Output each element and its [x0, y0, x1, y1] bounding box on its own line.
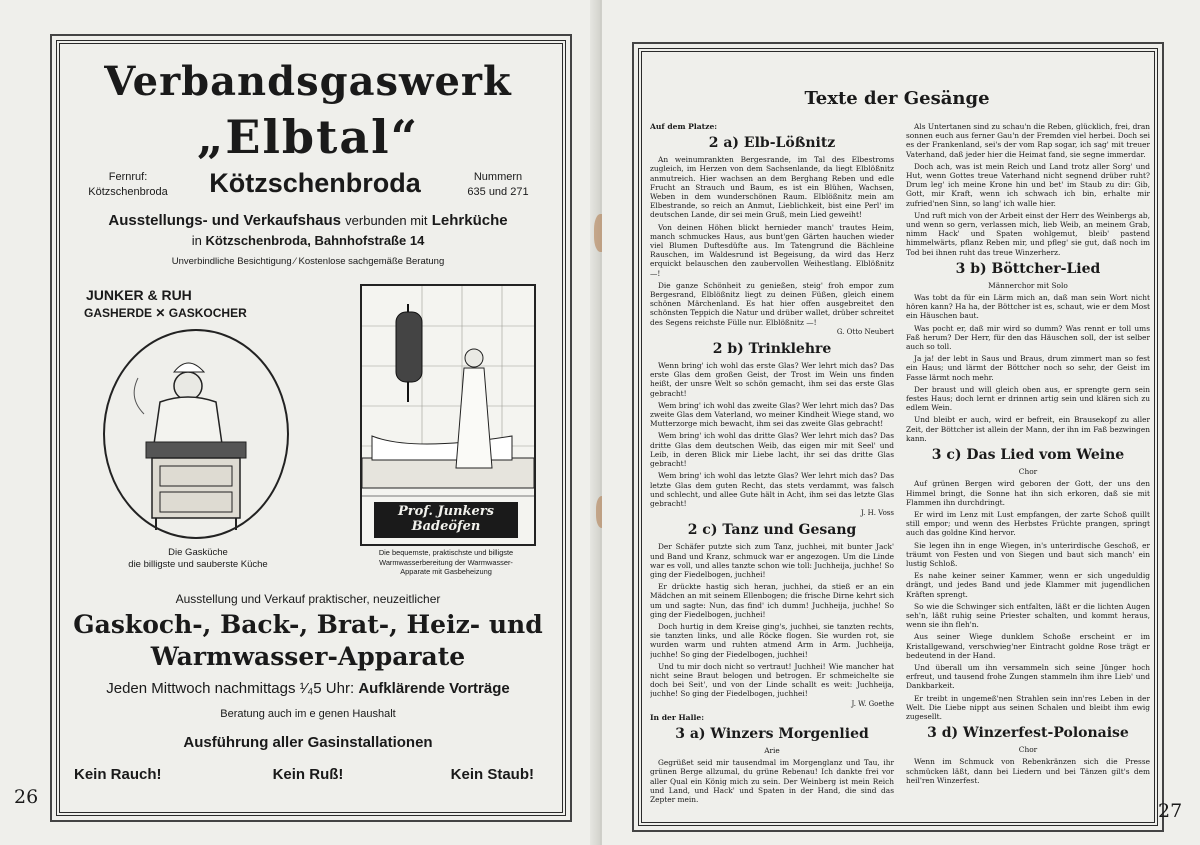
author: J. W. Goethe: [851, 699, 894, 708]
ad-title: Verbandsgaswerk: [104, 58, 512, 105]
page-number-right: 27: [1158, 800, 1183, 822]
verse: Es nahe keiner seiner Kammer, wenn er sich ungeduldig drängt, und jedes Band und jede Klammer mit jugendlichen Kräften sprengt.: [906, 571, 1150, 599]
verse: Er drückte hastig sich heran, juchhei, da stieß er an ein Mädchen an mit seinem Ellenbogen; die frische Dirne kehrt sich um und sagte: Nun, das find' ich dumm! Juchheija, juchhe! So ging der Fiedelbogen, juchhei!: [650, 582, 894, 619]
ad-sale-line: Ausstellung und Verkauf praktischer, neuzeitlicher: [175, 592, 441, 606]
verse: Was pocht er, daß mir wird so dumm? Was rennt er toll ums Faß herum? Der Herr, für den das Häuschen soll, der ist selber auch so toll.: [906, 323, 1150, 352]
songs-title: Texte der Gesänge: [804, 88, 990, 109]
ad-city: Kötzschenbroda: [209, 168, 421, 198]
junker-ruh-subtitle: GASHERDE ✕ GASKOCHER: [84, 306, 247, 320]
verse: Wem bring' ich wohl das dritte Glas? Wer lehrt mich das? Das dritte Glas dem deutschen Weib, das eigen mir mit Seel' und Leib, in deren Blick mir Liebe lacht, ihr sei das dritte Glas gebracht!: [650, 431, 894, 469]
slogan-rauch: Kein Rauch!: [74, 766, 162, 783]
author: J. H. Voss: [860, 509, 894, 518]
ad-appliances-1: Gaskoch-, Back-, Brat-, Heiz- und: [73, 610, 543, 639]
songs-column-1: [650, 122, 894, 807]
fernruf-label: Fernruf:: [108, 171, 148, 183]
verse: Doch hurtig in dem Kreise ging's, juchhei, sie tanzten rechts, sie tanzten links, und alle Röcke flogen. Sie wurden rot, sie wurden warm und ruhten atmend Arm in Arm. Juchheija, juchhe! So ging der Fiedelbogen, juchhei!: [650, 621, 894, 659]
author: G. Otto Neubert: [836, 327, 894, 336]
verse: Ja ja! der lebt in Saus und Braus, drum zimmert man so fest ein Haus; und lärmt der Böttcher noch so sehr, der Geist im Fasse lärmt noch mehr.: [906, 354, 1150, 382]
song-subtitle: Arie: [764, 745, 780, 755]
verse: Doch ach, was ist mein Reich und Land trotz aller Sorg' und Hut, wenn Gottes treue Vaterhand nicht segnend drüber ruht? Drum leg' ich meine Krone hin und bet' im Staub zu dir: Gib, Gott, mir Kraft, wenn ich schwach ich bin, erhalte mir zufried'nen Sinn, so lang' ich walle hier.: [906, 161, 1150, 208]
slogan-russ: Kein Ruß!: [272, 766, 344, 783]
location-platz: Auf dem Platze:: [650, 122, 718, 131]
song-heading-3a: 3 a) Winzers Morgenlied: [675, 725, 869, 742]
song-heading-3d: 3 d) Winzerfest-Polonaise: [927, 725, 1129, 742]
verse: Aus seiner Wiege dunklem Schoße erscheint er im Kristallgewand, verschwieg'ner Eintracht goldne Rose trägt er bedeutend in der Hand.: [906, 632, 1150, 660]
ad-home-consult: Beratung auch im e genen Haushalt: [220, 708, 396, 720]
song-subtitle: Chor: [1018, 745, 1038, 755]
fernruf-value: Kötzschenbroda: [88, 186, 168, 198]
ad-company-name: „Elbtal“: [196, 110, 420, 164]
verse: So wie die Schwinger sich entfalten, läßt er die lichten Augen seh'n, läßt ruhig seine Priester schalten, und kommt heraus, wenn sie ihn fleh'n.: [906, 601, 1150, 630]
song-heading-2b: 2 b) Trinklehre: [712, 341, 832, 358]
verse: Gegrüßet seid mir tausendmal im Morgenglanz und Tau, ihr grünen Berge allzumal, du grüne Rebenau! Ich dankte frei vor aller Qual ein König mich zu sein. Der Weinberg ist mein Reich und Land, und Hack' und Spaten in der Hand, die sind das Zepter mein.: [650, 758, 894, 804]
ad-installations: Ausführung aller Gasinstallationen: [183, 734, 433, 751]
verse: Die ganze Schönheit zu genießen, steig' froh empor zum Bergesrand, Elblößnitz liegt zu deinen Füßen, gleich einem schönen Märchenland. Es hat hier offen ausgebreitet den schönsten Teppich die Natur und drüber wallet, drüber schreitet des Segens reichste Fülle nur. Elblößnitz —!: [650, 280, 894, 327]
verse: Was tobt da für ein Lärm mich an, daß man sein Wort nicht hören kann? Ha ha, der Böttcher ist es, schaut, wie er dem Most ein Häuschen baut.: [906, 293, 1150, 321]
verse: Und bleibt er auch, wird er befreit, ein Brausekopf zu aller Zeit, der Böttcher ist allein der Mann, der ihn im Faß bezwingen kann.: [906, 415, 1150, 443]
songs-text-area: [650, 122, 1150, 812]
caption-bath-3: Apparate mit Gasbeheizung: [400, 567, 492, 576]
junker-ruh-brand: JUNKER & RUH: [86, 287, 192, 303]
verse: Der braust und will gleich oben aus, er sprengte gern sein festes Haus; doch lernt er drinnen artig sein und klären sich zu edlem Wein.: [906, 384, 1150, 413]
verse: Wem bring' ich wohl das letzte Glas? Wer lehrt mich das? Das letzte Glas dem guten Recht, das stets verdammt, was falsch und schlecht, und allee Gute hält in Acht, ihm sei das letzte Glas gebracht!: [650, 471, 894, 508]
ad-showroom-line: Ausstellungs- und Verkaufshaus verbunden mit Lehrküche: [108, 212, 508, 229]
verse: Wenn bring' ich wohl das erste Glas? Wer lehrt mich das? Das erste Glas dem großen Geist, der Trost im Wein uns finden heißt, der unsre Welt so schön gemacht, ihm sei das erste Glas gebracht!: [650, 361, 894, 398]
nummern-label: Nummern: [473, 171, 523, 183]
song-heading-2c: 2 c) Tanz und Gesang: [687, 522, 857, 539]
gaswerk-advertisement: [68, 52, 548, 800]
left-page: [0, 0, 598, 845]
junkers-sign: Prof. Junkers Badeöfen: [374, 502, 518, 538]
verse: Sie legen ihn in enge Wiegen, in's unterirdische Geschoß, er träumt von Festen und von Siegen und baut sich manch' ein lustig Schloß.: [906, 540, 1150, 568]
verse: Er treibt in ungemeß'nen Strahlen sein inn'res Leben in der Welt. Die Liebe nippt aus seinen Schalen und bleibt ihm ewig zugesellt.: [906, 693, 1150, 721]
songs-column-2: [906, 122, 1150, 788]
verse: Er wird im Lenz mit Lust empfangen, der zarte Schoß quillt still empor; und wenn des Herbstes Früchte prangen, springt auch das goldne Kind hervor.: [906, 509, 1150, 538]
caption-gaskueche: Die Gasküche: [168, 547, 228, 558]
ad-address-line: in Kötzschenbroda, Bahnhofstraße 14: [191, 233, 425, 248]
location-halle: In der Halle:: [650, 712, 705, 722]
ad-consultation-line: Unverbindliche Besichtigung ⁄ Kostenlose sachgemäße Beratung: [171, 256, 445, 267]
caption-bath-2: Warmwasserbereitung der Warmwasser-: [379, 557, 513, 567]
song-heading-3c: 3 c) Das Lied vom Weine: [931, 447, 1125, 464]
verse: Als Untertanen sind zu schau'n die Reben, glücklich, frei, dran sonnen euch aus ferner Gau'n der Fremden viel herbei. Doch sei es der Frankenland, sei's der vom Rap sogar, ich sag' mit treuer Vaterhand, daß jeder hier die Heimat fand, sie segne immerdar.: [906, 122, 1150, 159]
verse: Wenn im Schmuck von Rebenkränzen sich die Presse schmücken läßt, dann bei Liedern und bei Tänzen gilt's dem heil'ren Winzerfest.: [906, 757, 1150, 785]
ad-appliances-2: Warmwasser-Apparate: [150, 642, 466, 671]
verse: Der Schäfer putzte sich zum Tanz, juchhei, mit bunter Jack' und Band und Kranz, schmuck war er angezogen. Um die Linde war es voll, und alles tanzte schon wie toll: Juchheija, juchhe! So ging der Fiedelbogen, juchhei!: [650, 542, 894, 579]
song-subtitle: Männerchor mit Solo: [988, 280, 1068, 290]
verse: Und ruft mich von der Arbeit einst der Herr des Weinbergs ab, und wenn so gern, verlassen mich, lieb Weib, an meinem Grab, nimm Hack' und Spaten wohlgemut, bleib' pastend himmelwärts, pflanz Reben mir, und pfleg' sie gut, daß noch im Tod bei ihnen ruht das treue Winzerherz.: [906, 210, 1150, 257]
verse: Von deinen Höhen blickt hernieder manch' trautes Heim, manch schmuckes Haus, aus bunt'gen Gärten hauchen wieder viel Blumen Duftesdüfte aus. Im Tatengrund die Bächleine Rauschen, im Waldesrund ist Begeisung, da wird das Herz erquickt belauschen den zaubervollen Weihestlang. Elblößnitz —!: [650, 222, 894, 278]
slogan-staub: Kein Staub!: [450, 766, 534, 783]
song-heading-2a: 2 a) Elb-Lößnitz: [708, 135, 836, 152]
verse: Und überall um ihn versammeln sich seine Jünger hoch erfreut, und tausend frohe Zungen stammeln ihm ihre Lieb' und Dankbarkeit.: [906, 662, 1150, 691]
nummern-value: 635 und 271: [467, 186, 529, 198]
verse: Wem bring' ich wohl das zweite Glas? Wer lehrt mich das? Das zweite Glas dem Vaterland, wo meiner Kindheit Wiege stand, wo Mutterzorge mich bewacht, ihm sei das zweite Glas gebracht!: [650, 400, 894, 429]
verse: Auf grünen Bergen wird geboren der Gott, der uns den Himmel bringt, die Sonne hat ihn sich erkoren, daß sie mit Flammen ihn durchdringt.: [906, 479, 1150, 507]
caption-gaskueche-sub: die billigste und sauberste Küche: [128, 559, 268, 570]
song-heading-3b: 3 b) Böttcher-Lied: [955, 260, 1101, 277]
gas-stove-illustration: [98, 314, 294, 540]
verse: Und tu mir doch nicht so vertraut! Juchhei! Wie mancher hat nicht seine Braut belogen und betrogen. Er schmeichelte sie doch bei Seit', und von der Linde schallt es weit: Juchheija, juchhe! So ging der Fiedelbogen, juchhei!: [650, 661, 894, 699]
page-number-left: 26: [14, 786, 39, 808]
ad-lecture-line: Jeden Mittwoch nachmittags ¹⁄₄5 Uhr: Aufklärende Vorträge: [106, 680, 510, 697]
verse: An weinumrankten Bergesrande, im Tal des Elbestroms zugleich, im Herzen von dem Sachsenlande, da liegt Elblößnitz anmutreich. Hier wachsen an dem Berghang Reben und edle Frucht an Strauch und Baum, es ist ein Blühen, Wachsen, Weben in dem wunderschönen Raum. Elblößnitz mein am Elbestrande, so reich an Anmut, Lieblichkeit, bist eine Perl' im deutschen Lande, dir sei mein Gruß, mein Lied geweiht!: [650, 155, 894, 220]
caption-bath-1: Die bequemste, praktischste und billigste: [378, 548, 514, 557]
song-subtitle: Chor: [1018, 467, 1038, 477]
